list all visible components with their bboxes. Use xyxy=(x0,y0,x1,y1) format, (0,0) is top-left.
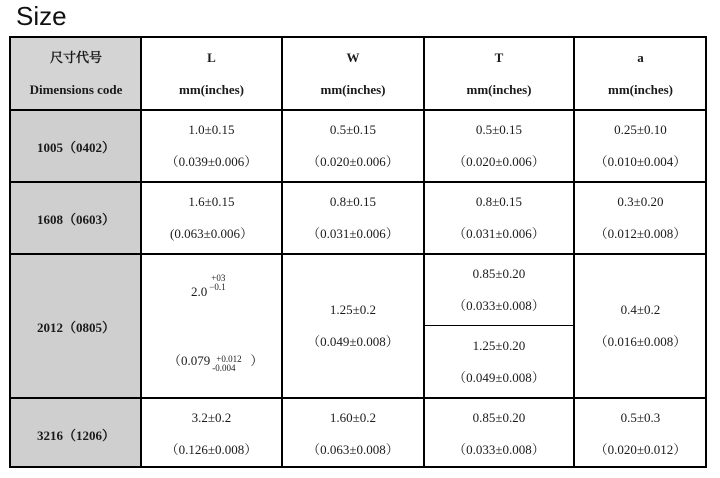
t-cell-2012-b xyxy=(424,326,574,398)
w-mm: 0.8±0.15 xyxy=(329,194,377,209)
l-mm: 1.6±0.15 xyxy=(188,194,235,209)
w-inches: （0.063±0.008） xyxy=(307,442,399,457)
header-w xyxy=(282,38,424,110)
code-1005: 1005（0402） xyxy=(36,139,115,155)
code-cell-1608 xyxy=(11,182,141,254)
t-mm: 0.5±0.15 xyxy=(475,122,523,137)
w-mm: 1.25±0.2 xyxy=(329,302,377,317)
t-inches: （0.049±0.008） xyxy=(453,370,545,385)
a-inches: （0.012±0.008） xyxy=(594,226,687,241)
size-table xyxy=(9,36,707,468)
a-cell-1005 xyxy=(574,110,707,182)
t-inches: （0.031±0.006） xyxy=(453,226,545,241)
t-subrow-divider xyxy=(424,325,574,326)
t-cell-3216 xyxy=(424,398,574,468)
row-divider xyxy=(11,181,707,183)
a-inches: （0.010±0.004） xyxy=(594,154,687,169)
l-inches: (0.063±0.006） xyxy=(170,226,253,241)
l-inches: （0.126±0.008） xyxy=(165,442,258,457)
row-divider xyxy=(11,397,707,399)
l-inches-lower-tol: -0.004 xyxy=(212,363,236,373)
t-inches: （0.020±0.006） xyxy=(453,154,545,169)
t-mm: 1.25±0.20 xyxy=(472,338,526,353)
header-a xyxy=(574,38,707,110)
a-cell-1608 xyxy=(574,182,707,254)
t-mm: 0.85±0.20 xyxy=(472,410,526,425)
w-inches: （0.049±0.008） xyxy=(307,334,399,349)
l-mm: 1.0±0.15 xyxy=(188,122,235,137)
code-1608: 1608（0603） xyxy=(36,211,115,227)
header-t xyxy=(424,38,574,110)
t-mm: 0.8±0.15 xyxy=(475,194,523,209)
header-dimensions-code xyxy=(11,38,141,110)
l-cell-2012 xyxy=(141,254,282,398)
header-l-unit: mm(inches) xyxy=(179,82,244,97)
t-inches: （0.033±0.008） xyxy=(453,442,545,457)
w-mm: 0.5±0.15 xyxy=(329,122,377,137)
header-t-unit: mm(inches) xyxy=(466,82,532,97)
w-cell-1608 xyxy=(282,182,424,254)
a-mm: 0.5±0.3 xyxy=(620,410,661,425)
a-inches: （0.020±0.012） xyxy=(594,442,687,457)
a-cell-3216 xyxy=(574,398,707,468)
l-mm-base: 2.0 xyxy=(191,284,208,299)
l-inches: （0.039±0.006） xyxy=(165,154,258,169)
header-dimensions-code-en: Dimensions code xyxy=(29,82,123,97)
header-a-label: a xyxy=(637,50,644,65)
w-mm: 1.60±0.2 xyxy=(329,410,377,425)
l-cell-3216 xyxy=(141,398,282,468)
l-cell-1608 xyxy=(141,182,282,254)
header-a-unit: mm(inches) xyxy=(608,82,673,97)
a-mm: 0.4±0.2 xyxy=(620,302,661,317)
w-inches: （0.020±0.006） xyxy=(307,154,399,169)
header-w-unit: mm(inches) xyxy=(320,82,386,97)
l-inches-upper-tol: +0.012 xyxy=(216,354,242,364)
header-t-label: T xyxy=(494,50,504,65)
code-3216: 3216（1206） xyxy=(36,427,115,443)
t-cell-1608 xyxy=(424,182,574,254)
l-mm-asymmetric xyxy=(191,273,226,300)
code-2012: 2012（0805） xyxy=(36,319,115,335)
t-mm: 0.85±0.20 xyxy=(472,266,526,281)
l-inches-open: （0.079 xyxy=(168,353,211,368)
header-dimensions-code-cn: 尺寸代号 xyxy=(49,50,102,65)
t-inches: （0.033±0.008） xyxy=(453,298,545,313)
t-cell-1005 xyxy=(424,110,574,182)
l-mm-lower-tol: −0.1 xyxy=(209,282,226,292)
w-cell-2012 xyxy=(282,254,424,398)
header-l xyxy=(141,38,282,110)
l-inches-asymmetric xyxy=(168,353,264,373)
w-inches: （0.031±0.006） xyxy=(307,226,399,241)
row-divider xyxy=(11,109,707,111)
w-cell-1005 xyxy=(282,110,424,182)
section-heading: Size xyxy=(16,1,67,31)
code-cell-2012 xyxy=(11,254,141,398)
a-mm: 0.25±0.10 xyxy=(614,122,667,137)
l-mm: 3.2±0.2 xyxy=(191,410,232,425)
l-mm-upper-tol: +03 xyxy=(211,273,226,283)
a-mm: 0.3±0.20 xyxy=(617,194,664,209)
header-l-label: L xyxy=(207,50,216,65)
t-cell-2012-a xyxy=(424,254,574,326)
a-cell-2012 xyxy=(574,254,707,398)
l-cell-1005 xyxy=(141,110,282,182)
code-cell-3216 xyxy=(11,398,141,468)
w-cell-3216 xyxy=(282,398,424,468)
l-inches-close: ） xyxy=(250,353,264,368)
header-w-label: W xyxy=(346,50,360,65)
row-divider xyxy=(11,253,707,255)
code-cell-1005 xyxy=(11,110,141,182)
a-inches: （0.016±0.008） xyxy=(594,334,687,349)
